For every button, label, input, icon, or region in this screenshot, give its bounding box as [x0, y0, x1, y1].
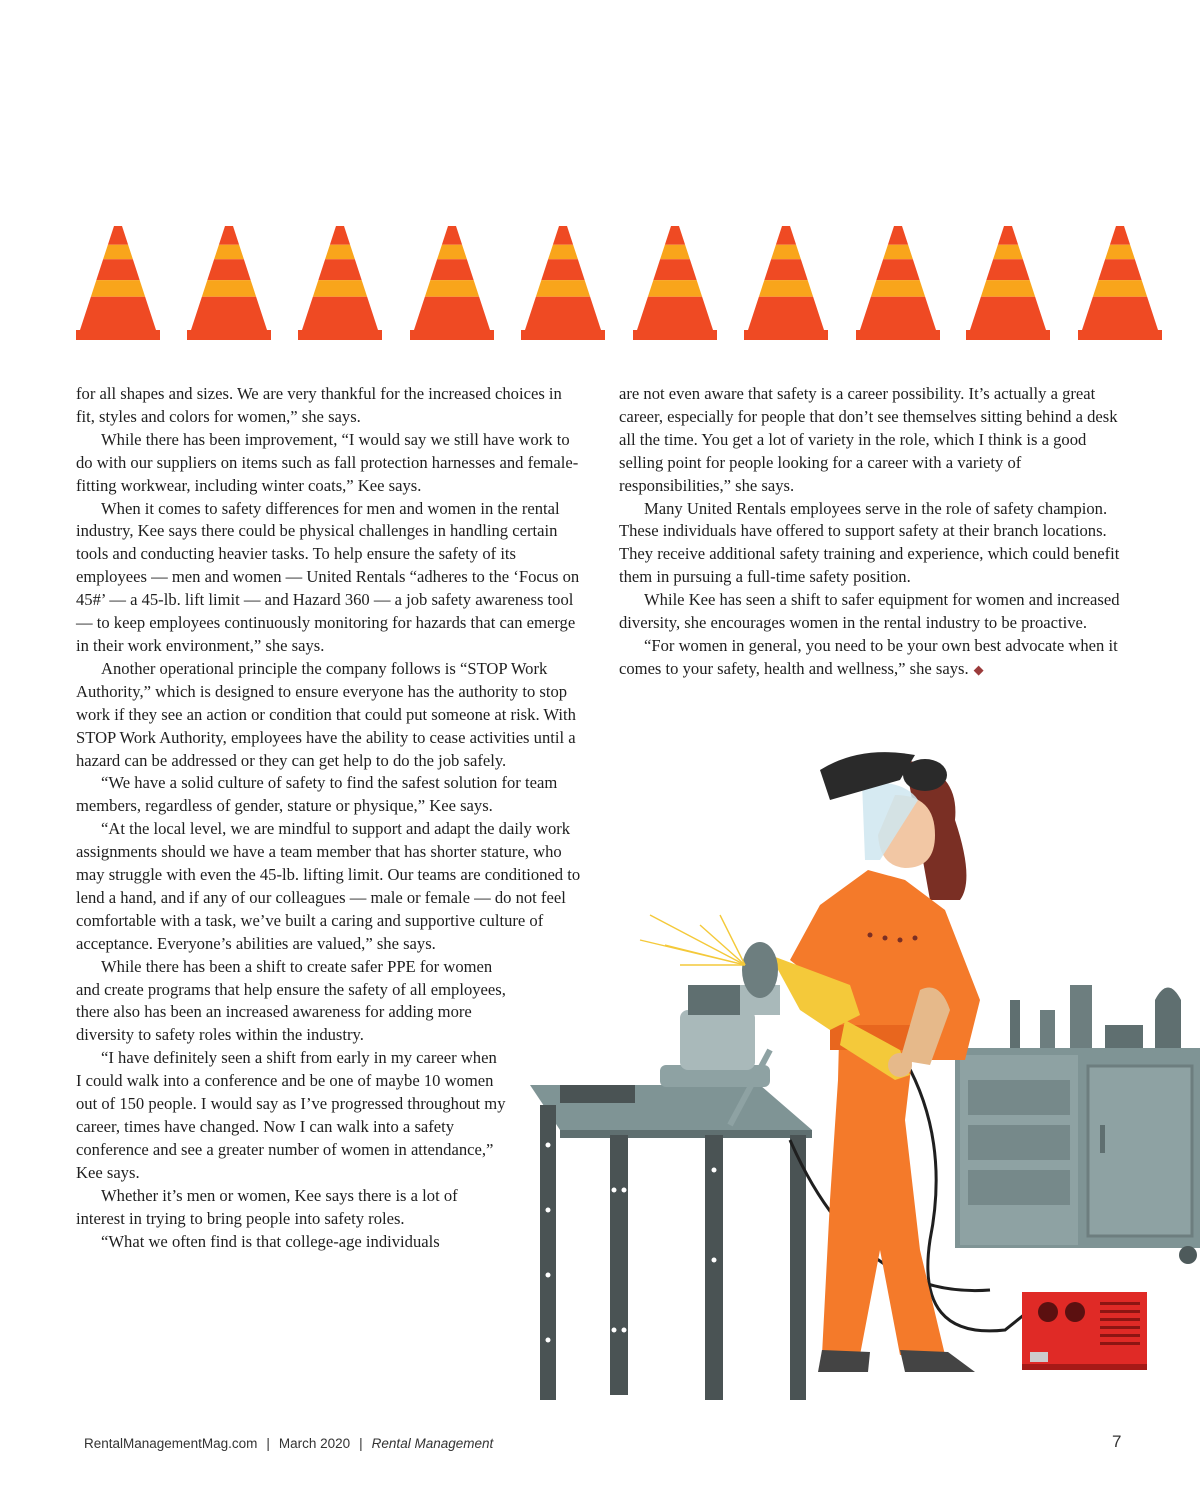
paragraph: Many United Rentals employees serve in the role of safety champion. These individuals have offered to support safety at their branch locations. They receive additional safety training and experience, which could benefit them in pursuing a full-time safety position.: [619, 498, 1120, 587]
traffic-cone-icon: [633, 226, 717, 340]
traffic-cone-icon: [521, 226, 605, 340]
paragraph: [619, 635, 1129, 682]
paragraph: are not even aware that safety is a career possibility. It’s actually a great career, especially for people that don’t see themselves sitting behind a desk all the time. You get a lot of variety in the role, which I think is a good selling point for people looking for a career with a variety of responsibilities,” she says.: [619, 384, 1118, 495]
traffic-cone-icon: [744, 226, 828, 340]
workbench-icon: [530, 1085, 812, 1400]
issue-date: March 2020: [278, 1436, 351, 1451]
traffic-cone-icon: [298, 226, 382, 340]
traffic-cone-icon: [187, 226, 271, 340]
paragraph: While Kee has seen a shift to safer equipment for women and increased diversity, she encourages women in the rental industry to be proactive.: [619, 590, 1120, 633]
footer-separator: |: [359, 1436, 363, 1451]
article-column-left: [76, 383, 581, 1253]
magazine-name: Rental Management: [371, 1436, 494, 1451]
traffic-cone-icon: [76, 226, 160, 340]
welder-worker-icon: [742, 752, 980, 1372]
traffic-cone-icon: [1078, 226, 1162, 340]
traffic-cone-icon: [966, 226, 1050, 340]
paragraph: While there has been improvement, “I would say we still have work to do with our suppliers on items such as fall protection harnesses and female-fitting workwear, including winter coats,” Kee says.: [76, 429, 579, 495]
paragraph: “We have a solid culture of safety to find the safest solution for team members, regardless of gender, stature or physique,” Kee says.: [76, 773, 558, 816]
generator-icon: [1022, 1292, 1147, 1370]
traffic-cone-row: [0, 0, 1200, 360]
paragraph-text: “For women in general, you need to be your own best advocate when it comes to your safety, health and wellness,” she says.: [619, 635, 1118, 678]
traffic-cone-icon: [856, 226, 940, 340]
traffic-cone-icon: [410, 226, 494, 340]
tool-cart-icon: [955, 985, 1200, 1264]
end-of-article-icon: ◆: [973, 661, 984, 677]
footer-separator: |: [266, 1436, 270, 1451]
paragraph: “I have definitely seen a shift from early in my career when I could walk into a conference and be one of maybe 10 women out of 150 people. I would say as I’ve progressed throughout my career, times have changed. Now I can walk into a safety conference and see a greater number of women in attendance,” Kee says.: [76, 1048, 506, 1182]
welder-illustration: [525, 745, 1200, 1405]
paragraph: for all shapes and sizes. We are very thankful for the increased choices in fit, styles and colors for women,” she says.: [76, 384, 562, 426]
article-column-right: [619, 383, 1129, 682]
paragraph: Whether it’s men or women, Kee says there is a lot of interest in trying to bring people into safety roles.: [76, 1185, 458, 1228]
paragraph: “What we often find is that college-age individuals: [101, 1231, 440, 1251]
paragraph: When it comes to safety differences for men and women in the rental industry, Kee says there could be physical challenges in handling certain tools and conducting heavier tasks. To help ensure the safety of its employees — men and women — United Rentals “adheres to the ‘Focus on 45#’ — a 45-lb. lift limit — and Hazard 360 — a job safety awareness tool — to keep employees continuously monitoring for hazards that can emerge in their work environment,” she says.: [76, 498, 580, 655]
paragraph: “At the local level, we are mindful to support and adapt the daily work assignments should we have a team member that has shorter stature, who may struggle with even the 45-lb. lifting limit. Our teams are conditioned to lend a hand, and if any of our colleagues — male or female — do not feel comfortable with a task, we’ve built a caring and supportive culture of acceptance. Everyone’s abilities are valued,” she says.: [76, 819, 581, 953]
paragraph: Another operational principle the company follows is “STOP Work Authority,” which is designed to ensure everyone has the authority to stop work if they see an action or condition that could put someone at risk. With STOP Work Authority, employees have the ability to cease activities until a hazard can be addressed or they can get help to do the job safely.: [76, 658, 576, 770]
page-number: 7: [1112, 1432, 1122, 1451]
sparks-icon: [640, 915, 745, 965]
page-footer: [84, 1436, 493, 1451]
site-url: RentalManagementMag.com: [84, 1436, 258, 1451]
paragraph: While there has been a shift to create safer PPE for women and create programs that help ensure the safety of all employees, there also has been an increased awareness for adding more diversity to safety roles within the industry.: [76, 956, 506, 1045]
